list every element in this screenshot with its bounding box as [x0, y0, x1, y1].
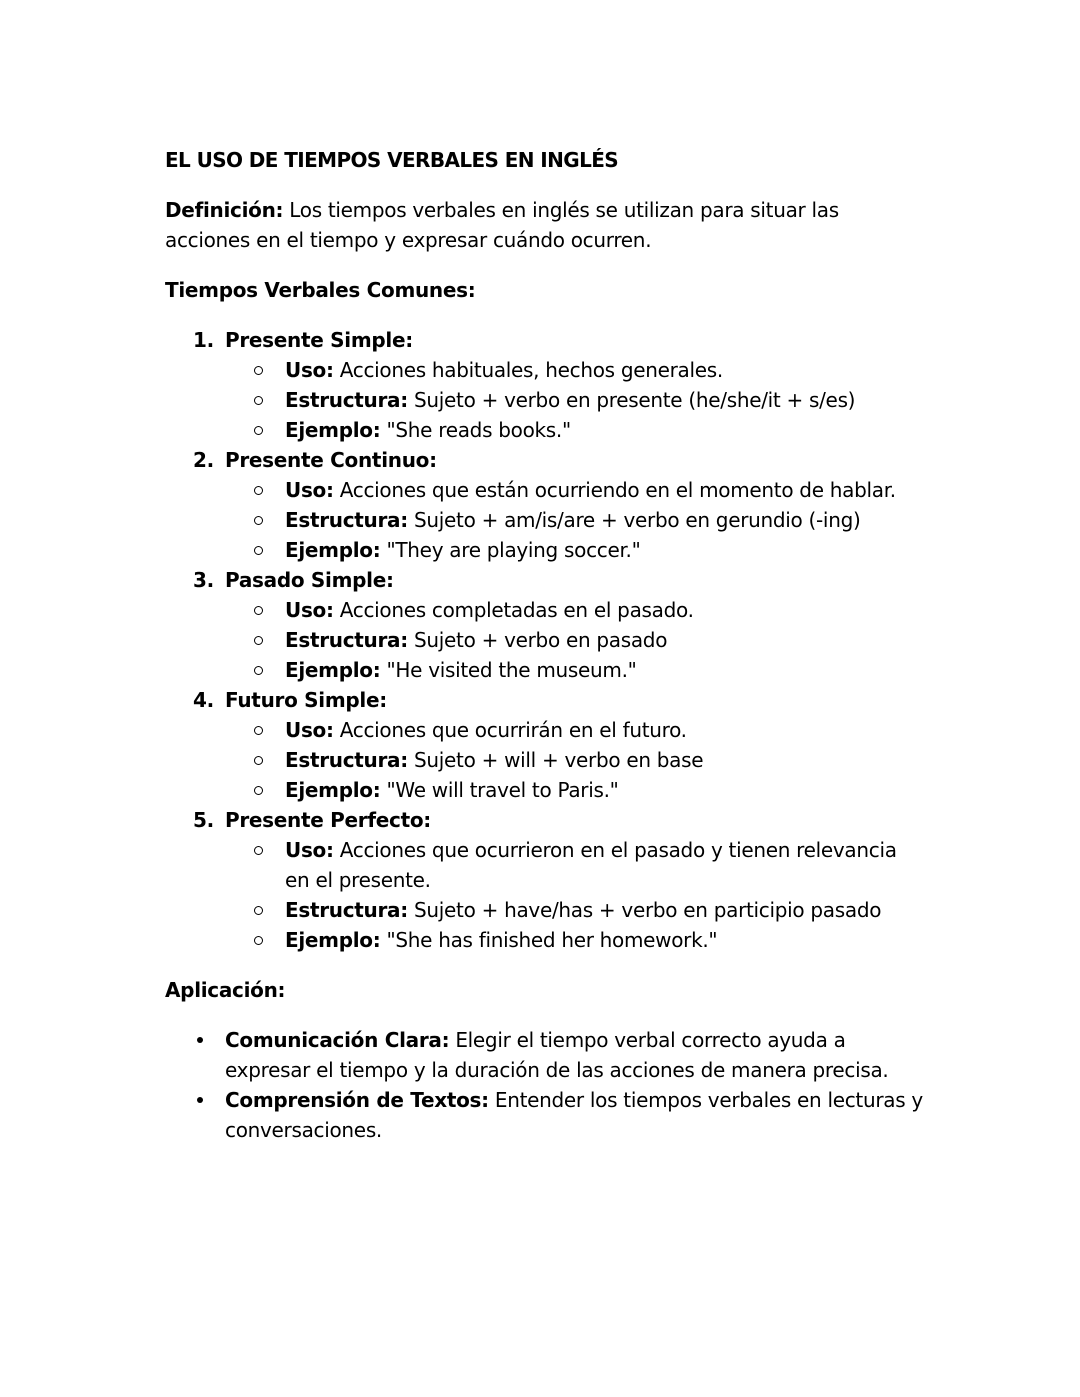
hollow-bullet-icon: [254, 366, 263, 375]
application-heading: Aplicación:: [165, 978, 286, 1002]
application-label: Comunicación Clara:: [225, 1028, 450, 1052]
detail-label: Estructura:: [285, 748, 408, 772]
application-text: Elegir el tiempo verbal correcto ayuda a expresar el tiempo y la duración de las acciones de manera precisa.: [225, 1028, 889, 1082]
tense-name: Presente Perfecto:: [225, 808, 431, 832]
tense-number: 5.: [193, 808, 214, 832]
detail-text: "He visited the museum.": [380, 658, 637, 682]
tense-detail: [225, 775, 925, 805]
application-text: Entender los tiempos verbales en lecturas y conversaciones.: [225, 1088, 923, 1142]
hollow-bullet-icon: [254, 606, 263, 615]
detail-label: Ejemplo:: [285, 658, 381, 682]
detail-text: Sujeto + am/is/are + verbo en gerundio (-ing): [407, 508, 861, 532]
tense-name: Presente Continuo:: [225, 448, 437, 472]
tense-detail: [225, 895, 925, 925]
detail-label: Uso:: [285, 358, 334, 382]
detail-label: Ejemplo:: [285, 928, 381, 952]
detail-label: Ejemplo:: [285, 418, 381, 442]
tense-item: [165, 565, 925, 685]
tense-item: [165, 685, 925, 805]
hollow-bullet-icon: [254, 906, 263, 915]
tenses-list: [165, 325, 925, 955]
detail-text: "She reads books.": [380, 418, 571, 442]
definition-text: Los tiempos verbales en inglés se utilizan para situar las acciones en el tiempo y expresar cuándo ocurren.: [165, 198, 839, 252]
application-item: [165, 1025, 925, 1085]
document-page: [165, 145, 925, 1145]
application-label: Comprensión de Textos:: [225, 1088, 489, 1112]
tense-number: 4.: [193, 688, 214, 712]
tense-details: [225, 835, 925, 955]
detail-text: "She has finished her homework.": [380, 928, 718, 952]
detail-text: Acciones completadas en el pasado.: [333, 598, 694, 622]
tense-item: [165, 445, 925, 565]
tense-detail: [225, 355, 925, 385]
tense-name: Pasado Simple:: [225, 568, 394, 592]
tense-detail: [225, 715, 925, 745]
detail-text: "We will travel to Paris.": [380, 778, 619, 802]
detail-text: Acciones habituales, hechos generales.: [333, 358, 723, 382]
hollow-bullet-icon: [254, 636, 263, 645]
tense-number: 2.: [193, 448, 214, 472]
detail-text: Sujeto + have/has + verbo en participio pasado: [407, 898, 882, 922]
tense-name: Futuro Simple:: [225, 688, 387, 712]
detail-text: Acciones que están ocurriendo en el momento de hablar.: [333, 478, 896, 502]
tense-details: [225, 715, 925, 805]
definition-label: Definición:: [165, 198, 284, 222]
hollow-bullet-icon: [254, 786, 263, 795]
tense-detail: [225, 475, 925, 505]
tense-detail: [225, 415, 925, 445]
detail-text: "They are playing soccer.": [380, 538, 641, 562]
tense-item: [165, 325, 925, 445]
tense-detail: [225, 595, 925, 625]
bullet-icon: [197, 1097, 203, 1103]
detail-label: Uso:: [285, 838, 334, 862]
tense-detail: [225, 745, 925, 775]
detail-label: Ejemplo:: [285, 538, 381, 562]
detail-label: Estructura:: [285, 898, 408, 922]
definition-paragraph: [165, 195, 925, 255]
hollow-bullet-icon: [254, 756, 263, 765]
tense-number: 1.: [193, 328, 214, 352]
detail-text: Acciones que ocurrirán en el futuro.: [333, 718, 687, 742]
hollow-bullet-icon: [254, 486, 263, 495]
detail-text: Sujeto + verbo en pasado: [407, 628, 668, 652]
detail-text: Acciones que ocurrieron en el pasado y tienen relevancia en el presente.: [285, 838, 897, 892]
tense-detail: [225, 835, 925, 895]
hollow-bullet-icon: [254, 666, 263, 675]
hollow-bullet-icon: [254, 396, 263, 405]
tense-number: 3.: [193, 568, 214, 592]
tense-item: [165, 805, 925, 955]
application-list: [165, 1025, 925, 1145]
detail-text: Sujeto + verbo en presente (he/she/it + s/es): [407, 388, 856, 412]
tenses-heading: Tiempos Verbales Comunes:: [165, 278, 476, 302]
tense-details: [225, 355, 925, 445]
tense-detail: [225, 625, 925, 655]
detail-label: Estructura:: [285, 508, 408, 532]
hollow-bullet-icon: [254, 936, 263, 945]
tense-name: Presente Simple:: [225, 328, 413, 352]
detail-label: Uso:: [285, 478, 334, 502]
hollow-bullet-icon: [254, 516, 263, 525]
hollow-bullet-icon: [254, 546, 263, 555]
tense-details: [225, 475, 925, 565]
detail-label: Uso:: [285, 598, 334, 622]
detail-label: Uso:: [285, 718, 334, 742]
tense-details: [225, 595, 925, 685]
document-title: EL USO DE TIEMPOS VERBALES EN INGLÉS: [165, 148, 619, 172]
tense-detail: [225, 385, 925, 415]
tense-detail: [225, 655, 925, 685]
hollow-bullet-icon: [254, 846, 263, 855]
detail-text: Sujeto + will + verbo en base: [407, 748, 704, 772]
tense-detail: [225, 505, 925, 535]
detail-label: Estructura:: [285, 388, 408, 412]
tense-detail: [225, 535, 925, 565]
detail-label: Estructura:: [285, 628, 408, 652]
detail-label: Ejemplo:: [285, 778, 381, 802]
bullet-icon: [197, 1037, 203, 1043]
application-item: [165, 1085, 925, 1145]
tense-detail: [225, 925, 925, 955]
hollow-bullet-icon: [254, 726, 263, 735]
hollow-bullet-icon: [254, 426, 263, 435]
